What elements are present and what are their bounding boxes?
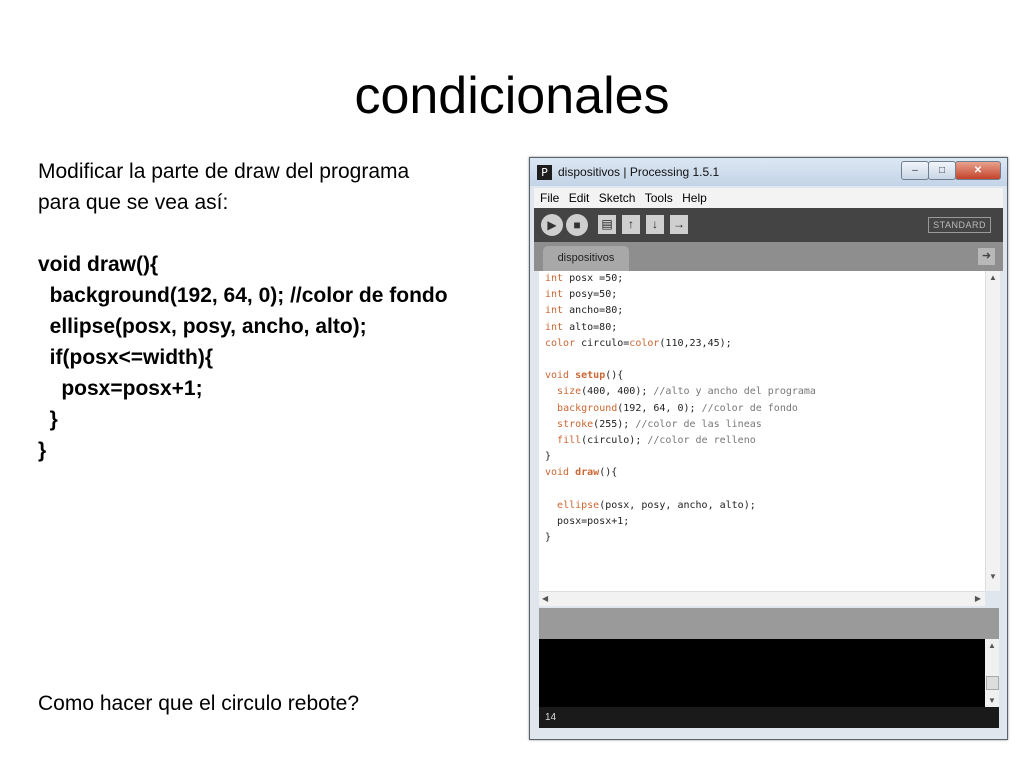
editor-line: posx=posx+1; — [545, 515, 630, 527]
scroll-down-icon[interactable]: ▼ — [989, 572, 997, 581]
code-line: background(192, 64, 0); //color de fondo — [38, 284, 448, 307]
editor-line: stroke(255); //color de las lineas — [557, 418, 762, 430]
console-scrollbar[interactable] — [985, 639, 999, 707]
editor-line: int posy=50; — [545, 289, 618, 301]
stop-icon[interactable]: ■ — [566, 214, 588, 236]
editor-line: } — [545, 532, 552, 543]
code-line: void draw(){ — [38, 253, 159, 276]
console-scroll-up-icon[interactable]: ▲ — [988, 641, 996, 650]
editor-line: size(400, 400); //alto y ancho del programa — [557, 386, 816, 398]
code-line: posx=posx+1; — [38, 377, 203, 400]
save-icon[interactable]: ↓ — [646, 215, 664, 234]
window-controls — [902, 161, 1001, 179]
scroll-left-icon[interactable]: ◀ — [542, 594, 549, 603]
question-text: Como hacer que el circulo rebote? — [38, 692, 360, 715]
maximize-icon[interactable]: □ — [928, 161, 956, 180]
editor-line: background(192, 64, 0); //color de fondo — [557, 402, 798, 414]
editor-horizontal-scrollbar[interactable] — [539, 591, 985, 606]
minimize-icon[interactable]: – — [901, 161, 929, 180]
menu-sketch[interactable]: Sketch — [598, 191, 636, 205]
editor-line — [539, 481, 985, 497]
editor-line: color circulo=color(110,23,45); — [545, 337, 732, 349]
editor-vertical-scrollbar[interactable] — [985, 271, 1000, 591]
menu-edit[interactable]: Edit — [568, 191, 590, 205]
new-icon[interactable]: ▤ — [598, 215, 616, 234]
code-line: if(posx<=width){ — [38, 346, 214, 369]
menu-help[interactable]: Help — [682, 191, 707, 205]
console-area[interactable] — [539, 639, 985, 707]
menu-file[interactable]: File — [540, 191, 560, 205]
blank-line — [38, 218, 508, 249]
run-icon[interactable]: ▶ — [541, 214, 563, 236]
tab-dispositivos[interactable]: dispositivos — [543, 246, 629, 271]
editor-line: void draw(){ — [545, 467, 618, 479]
editor-line: fill(circulo); //color de relleno — [557, 434, 756, 446]
code-line: } — [38, 408, 58, 431]
code-editor[interactable] — [539, 271, 985, 591]
menu-bar — [534, 188, 1003, 208]
line-number: 14 — [545, 712, 557, 723]
window-title: dispositivos | Processing 1.5.1 — [558, 165, 720, 179]
editor-line: int posx =50; — [545, 273, 624, 284]
console-scroll-thumb[interactable] — [986, 676, 999, 690]
mode-selector[interactable]: STANDARD — [928, 217, 991, 233]
console-scroll-down-icon[interactable]: ▼ — [988, 696, 996, 705]
editor-line: int ancho=80; — [545, 305, 624, 317]
scroll-right-icon[interactable]: ▶ — [974, 594, 981, 603]
tab-menu-arrow-icon[interactable]: ➜ — [978, 248, 995, 265]
processing-app-icon: P — [537, 165, 552, 180]
tab-bar — [534, 242, 1003, 271]
export-icon[interactable]: → — [670, 215, 688, 234]
editor-line: } — [545, 451, 552, 463]
slide-body — [38, 156, 508, 466]
editor-line: int alto=80; — [545, 321, 618, 333]
slide-title: condicionales — [354, 67, 670, 125]
editor-line: ellipse(posx, posy, ancho, alto); — [557, 499, 756, 511]
window-titlebar[interactable] — [530, 158, 1007, 186]
editor-line — [539, 352, 985, 368]
line-number-status — [539, 707, 999, 728]
instruction-line: Modificar la parte de draw del programa — [38, 160, 410, 183]
menu-tools[interactable]: Tools — [644, 191, 673, 205]
scroll-up-icon[interactable]: ▲ — [989, 273, 997, 282]
editor-line: void setup(){ — [545, 370, 624, 382]
processing-window — [529, 157, 1008, 740]
toolbar — [534, 208, 1003, 242]
close-icon[interactable]: ✕ — [955, 161, 1001, 180]
open-icon[interactable]: ↑ — [622, 215, 640, 234]
message-area — [539, 608, 999, 639]
instruction-line: para que se vea así: — [38, 191, 229, 214]
code-line: } — [38, 439, 47, 462]
code-line: ellipse(posx, posy, ancho, alto); — [38, 315, 367, 338]
